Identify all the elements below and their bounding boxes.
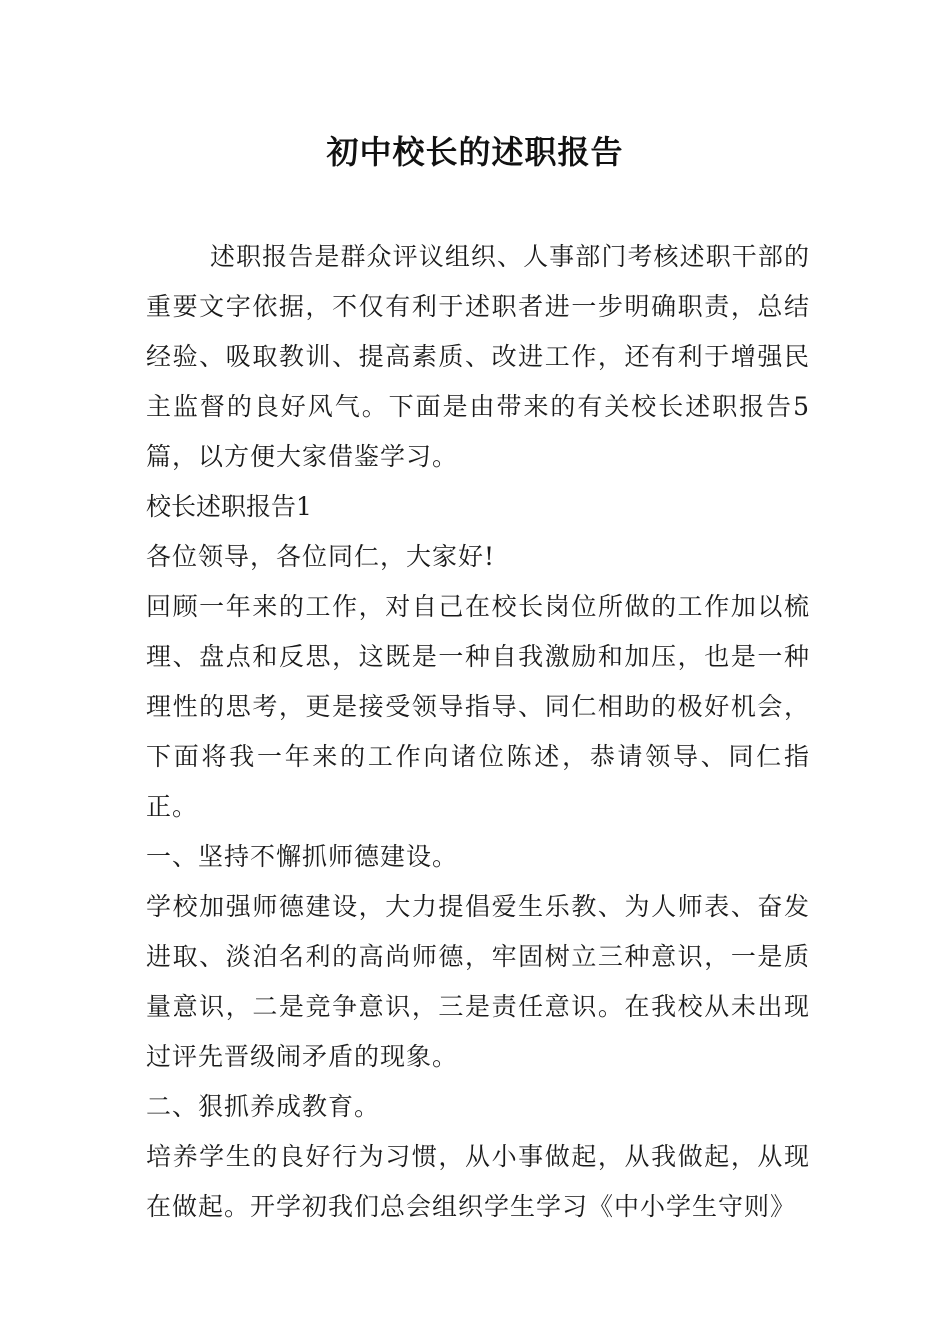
- greeting-paragraph: 各位领导，各位同仁，大家好!: [146, 542, 496, 571]
- report-heading: 校长述职报告1: [146, 492, 312, 521]
- intro-paragraph: 述职报告是群众评议组织、人事部门考核述职干部的重要文字依据，不仅有利于述职者进一步明确职责，总结经验、吸取教训、提高素质、改进工作，还有利于增强民主监督的良好风气。下面是由带来的有关校长述职报告5篇，以方便大家借鉴学习。: [146, 242, 810, 471]
- document-body: [146, 232, 810, 1232]
- section-1-paragraph: 学校加强师德建设，大力提倡爱生乐教、为人师表、奋发进取、淡泊名利的高尚师德，牢固树立三种意识，一是质量意识，二是竞争意识，三是责任意识。在我校从未出现过评先晋级闹矛盾的现象。: [146, 892, 810, 1071]
- section-heading-1: 一、坚持不懈抓师德建设。: [146, 842, 459, 871]
- section-heading-2: 二、狠抓养成教育。: [146, 1092, 381, 1121]
- section-2-paragraph: 培养学生的良好行为习惯，从小事做起，从我做起，从现在做起。开学初我们总会组织学生学习《中小学生守则》: [146, 1142, 810, 1221]
- review-paragraph: 回顾一年来的工作，对自己在校长岗位所做的工作加以梳理、盘点和反思，这既是一种自我激励和加压，也是一种理性的思考，更是接受领导指导、同仁相助的极好机会，下面将我一年来的工作向诸位陈述，恭请领导、同仁指正。: [146, 592, 810, 821]
- document-title: 初中校长的述职报告: [326, 133, 624, 171]
